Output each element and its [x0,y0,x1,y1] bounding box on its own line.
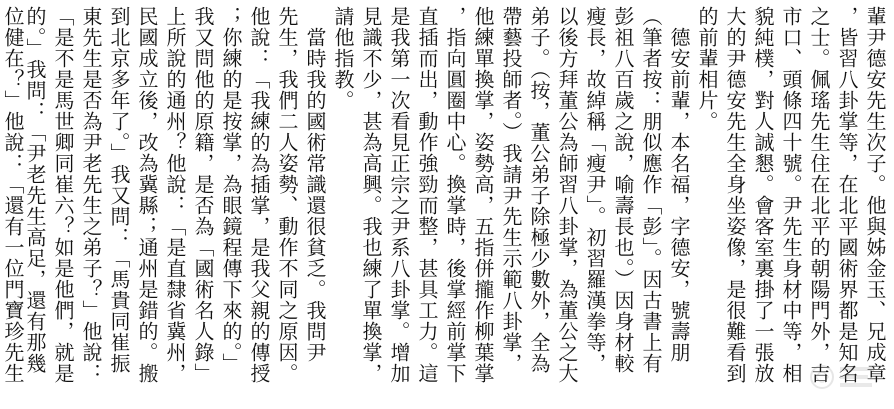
text-column-12: 以後方拜董公為師習八卦掌，為董公之大 [555,6,579,384]
text-column-15: 他練單換掌，姿勢高，五指併攏作柳葉掌 [471,6,495,384]
text-column-2: ，皆習八卦掌等，在北平國術界都是知名 [835,6,859,384]
text-column-21: 當時我的國術常識還很貧乏。我問尹 [303,6,327,363]
text-column-10: 彭祖八百歲之說，喻壽長也。）因身材較 [611,6,635,374]
text-column-11: 瘦長，故綽稱「瘦尹」。初習羅漢拳等， [583,6,607,374]
text-column-29: 東先生是否為尹老先生之弟子？」他說： [79,6,103,384]
text-column-9: （筆者按：朋似應作「彭」。因古書上有 [639,6,663,374]
text-column-6: 大的尹德安先生全身坐姿像，是很難看到 [723,6,747,384]
text-column-23: 他說：「我練的為插掌，是我父親的傳授 [247,6,271,384]
text-column-1: 輩尹德安先生次子。他與姊金玉、兄成章 [863,6,887,384]
text-column-7: 的前輩相片。 [695,6,719,132]
text-column-18: 是我第一次看見正宗之尹系八卦掌。增加 [387,6,411,384]
text-column-20: 請他指教。 [331,6,355,111]
text-column-24: ；你練的是按掌，為眼鏡程傳下來的。」 [219,6,243,374]
text-column-3: 之士。佩瑤先生住在北平的朝陽門外，吉 [807,6,831,384]
text-column-13: 弟子。（按，董公弟子除極少數外，全為 [527,6,551,374]
text-column-31: 的。」我問：「尹老先生高足，還有那幾 [23,6,47,374]
text-column-30: 「是不是馬世卿同崔六？如是他們，就是 [51,6,75,384]
text-column-27: 民國成立後，改為冀縣；通州是錯的。搬 [135,6,159,384]
text-column-16: ，指向圓圈中心。換掌時，後掌經前掌下 [443,6,467,384]
text-column-28: 到北京多年了。」我又問：「馬貴同崔振 [107,6,131,374]
text-column-32: 位健在？」他說：「還有一位門寶珍先生 [1,6,25,384]
text-column-19: 見識不少，甚為高興。我也練了單換掌， [359,6,383,384]
text-column-25: 我又問他的原籍，是否為「國術名人錄」 [191,6,215,384]
text-column-14: 帶藝投師者。）我請尹先生示範八卦掌， [499,6,523,374]
text-column-22: 先生，我們二人姿勢、動作不同之原因。 [275,6,299,384]
text-column-26: 上所說的通州？他說：「是直隸省冀州， [163,6,187,384]
text-column-5: 貌純樸，對人誠懇。會客室裏掛了一張放 [751,6,775,384]
text-column-4: 市口、頭條四十號。尹先生身材中等，相 [779,6,803,384]
text-column-8: 德安前輩，本名福，字德安，號壽朋 [667,6,691,363]
watermark-logo [808,355,880,399]
text-column-17: 直插而出，動作強勁而整，甚具工力。這 [415,6,439,384]
